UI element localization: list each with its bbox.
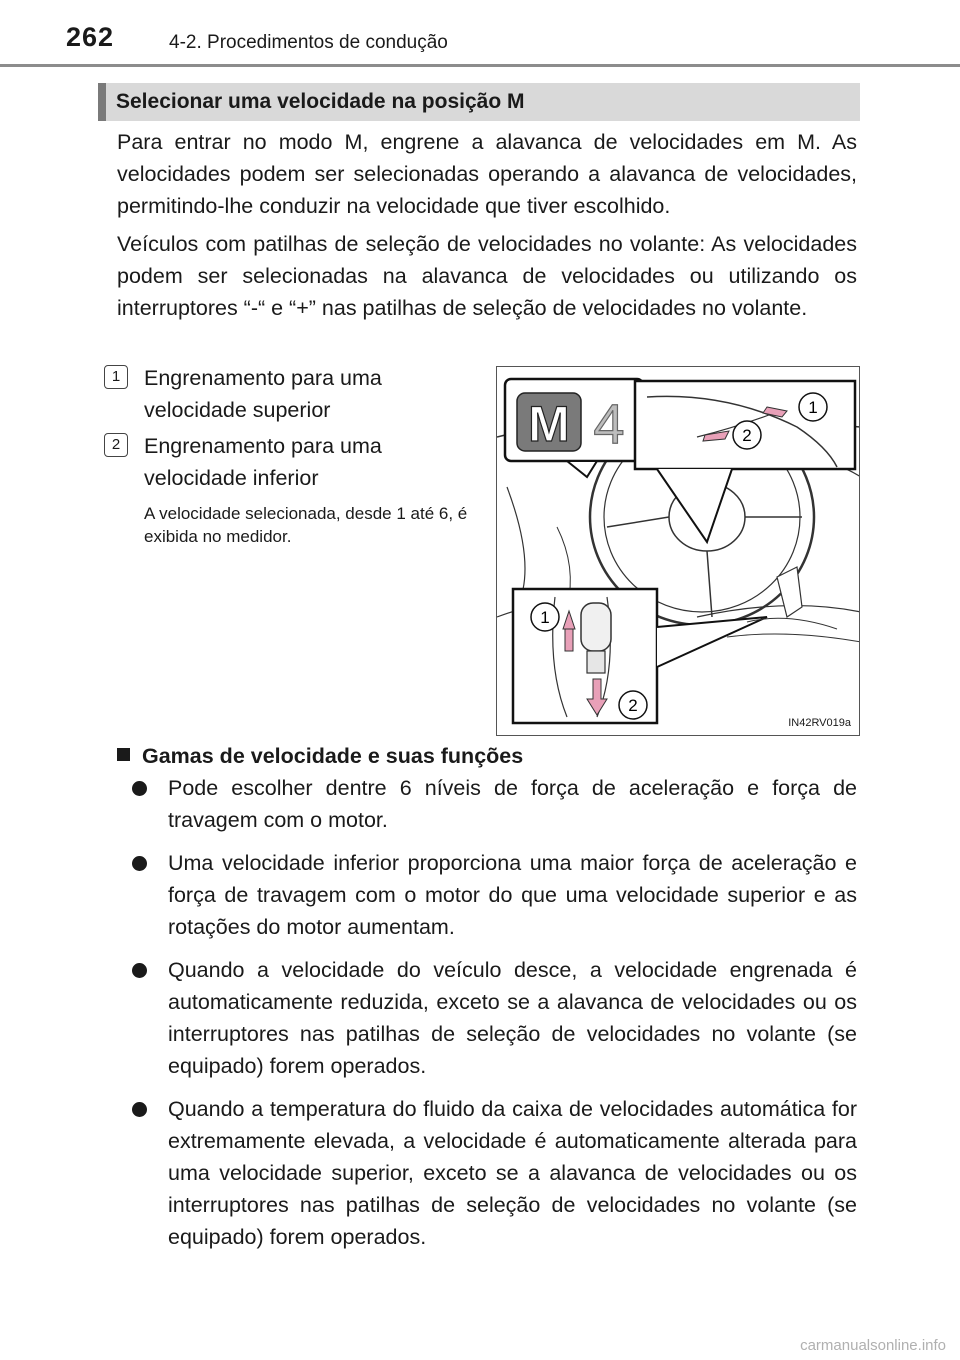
step-number-2: 2 <box>104 433 128 457</box>
bullet-dot-icon <box>132 856 147 871</box>
bullet-dot-icon <box>132 1102 147 1117</box>
gear-range-list <box>130 772 857 1264</box>
subsection-heading <box>117 740 857 772</box>
step-number-1: 1 <box>104 365 128 389</box>
callout-paddle-up: 1 <box>808 398 818 417</box>
section-heading: Selecionar uma velocidade na posição M <box>116 90 525 113</box>
heading-accent <box>98 83 106 121</box>
footer-watermark: carmanualsonline.info <box>800 1337 946 1354</box>
callout-shifter-up: 1 <box>540 608 550 627</box>
bullet-dot-icon <box>132 963 147 978</box>
square-bullet-icon <box>117 748 130 761</box>
display-gear-digit: 4 <box>593 392 625 455</box>
list-item <box>130 1093 857 1253</box>
list-item-text: Quando a temperatura do fluido da caixa de velocidades automática for extremamente elevada, a velocidade é automaticamente alterada para uma velocidade superior, exceto se a alavanca de velocidades ou os interruptores nas patilhas de seleção de velocidades no volante (se equipado) forem operados. <box>168 1097 857 1249</box>
section-title: 4-2. Procedimentos de condução <box>169 32 448 53</box>
header-divider <box>0 64 960 67</box>
page-header <box>0 0 960 70</box>
figure-code: IN42RV019a <box>788 717 851 729</box>
list-item <box>130 954 857 1082</box>
display-gear-letter: M <box>528 396 570 452</box>
illustration-drawing <box>497 367 860 736</box>
page-number: 262 <box>66 22 115 52</box>
bullet-dot-icon <box>132 781 147 796</box>
list-item <box>130 847 857 943</box>
step-text-2: Engrenamento para uma velocidade inferior <box>144 434 382 490</box>
subsection-heading-text: Gamas de velocidade e suas funções <box>142 744 524 768</box>
list-item-text: Pode escolher dentre 6 níveis de força de aceleração e força de travagem com o motor. <box>168 776 857 832</box>
list-item-text: Quando a velocidade do veículo desce, a velocidade engrenada é automaticamente reduzida, exceto se a alavanca de velocidades ou os interruptores nas patilhas de seleção de velocidades no volante (se equipado) forem operados. <box>168 958 857 1078</box>
intro-paragraph: Para entrar no modo M, engrene a alavanca de velocidades em M. As velocidades podem ser selecionadas operando a alavanca de velocidades, permitindo-lhe conduzir na velocidade que tiver escolhido. <box>117 130 857 218</box>
step-text-1: Engrenamento para uma velocidade superior <box>144 366 382 422</box>
gear-display-note: A velocidade selecionada, desde 1 até 6, é exibida no medidor. <box>144 504 468 546</box>
callout-shifter-down: 2 <box>628 696 638 715</box>
section-heading-bar <box>98 83 860 121</box>
list-item <box>130 772 857 836</box>
list-item-text: Uma velocidade inferior proporciona uma maior força de aceleração e força de travagem com o motor do que uma velocidade superior e as rotações do motor aumentam. <box>168 851 857 939</box>
callout-paddle-down: 2 <box>742 426 752 445</box>
gear-selection-illustration <box>496 366 860 736</box>
paddle-shift-paragraph: Veículos com patilhas de seleção de velocidades no volante: As velocidades podem ser selecionadas na alavanca de velocidades ou utilizando os interruptores “-“ e “+” nas patilhas de seleção de velocidades no volante. <box>117 232 857 320</box>
